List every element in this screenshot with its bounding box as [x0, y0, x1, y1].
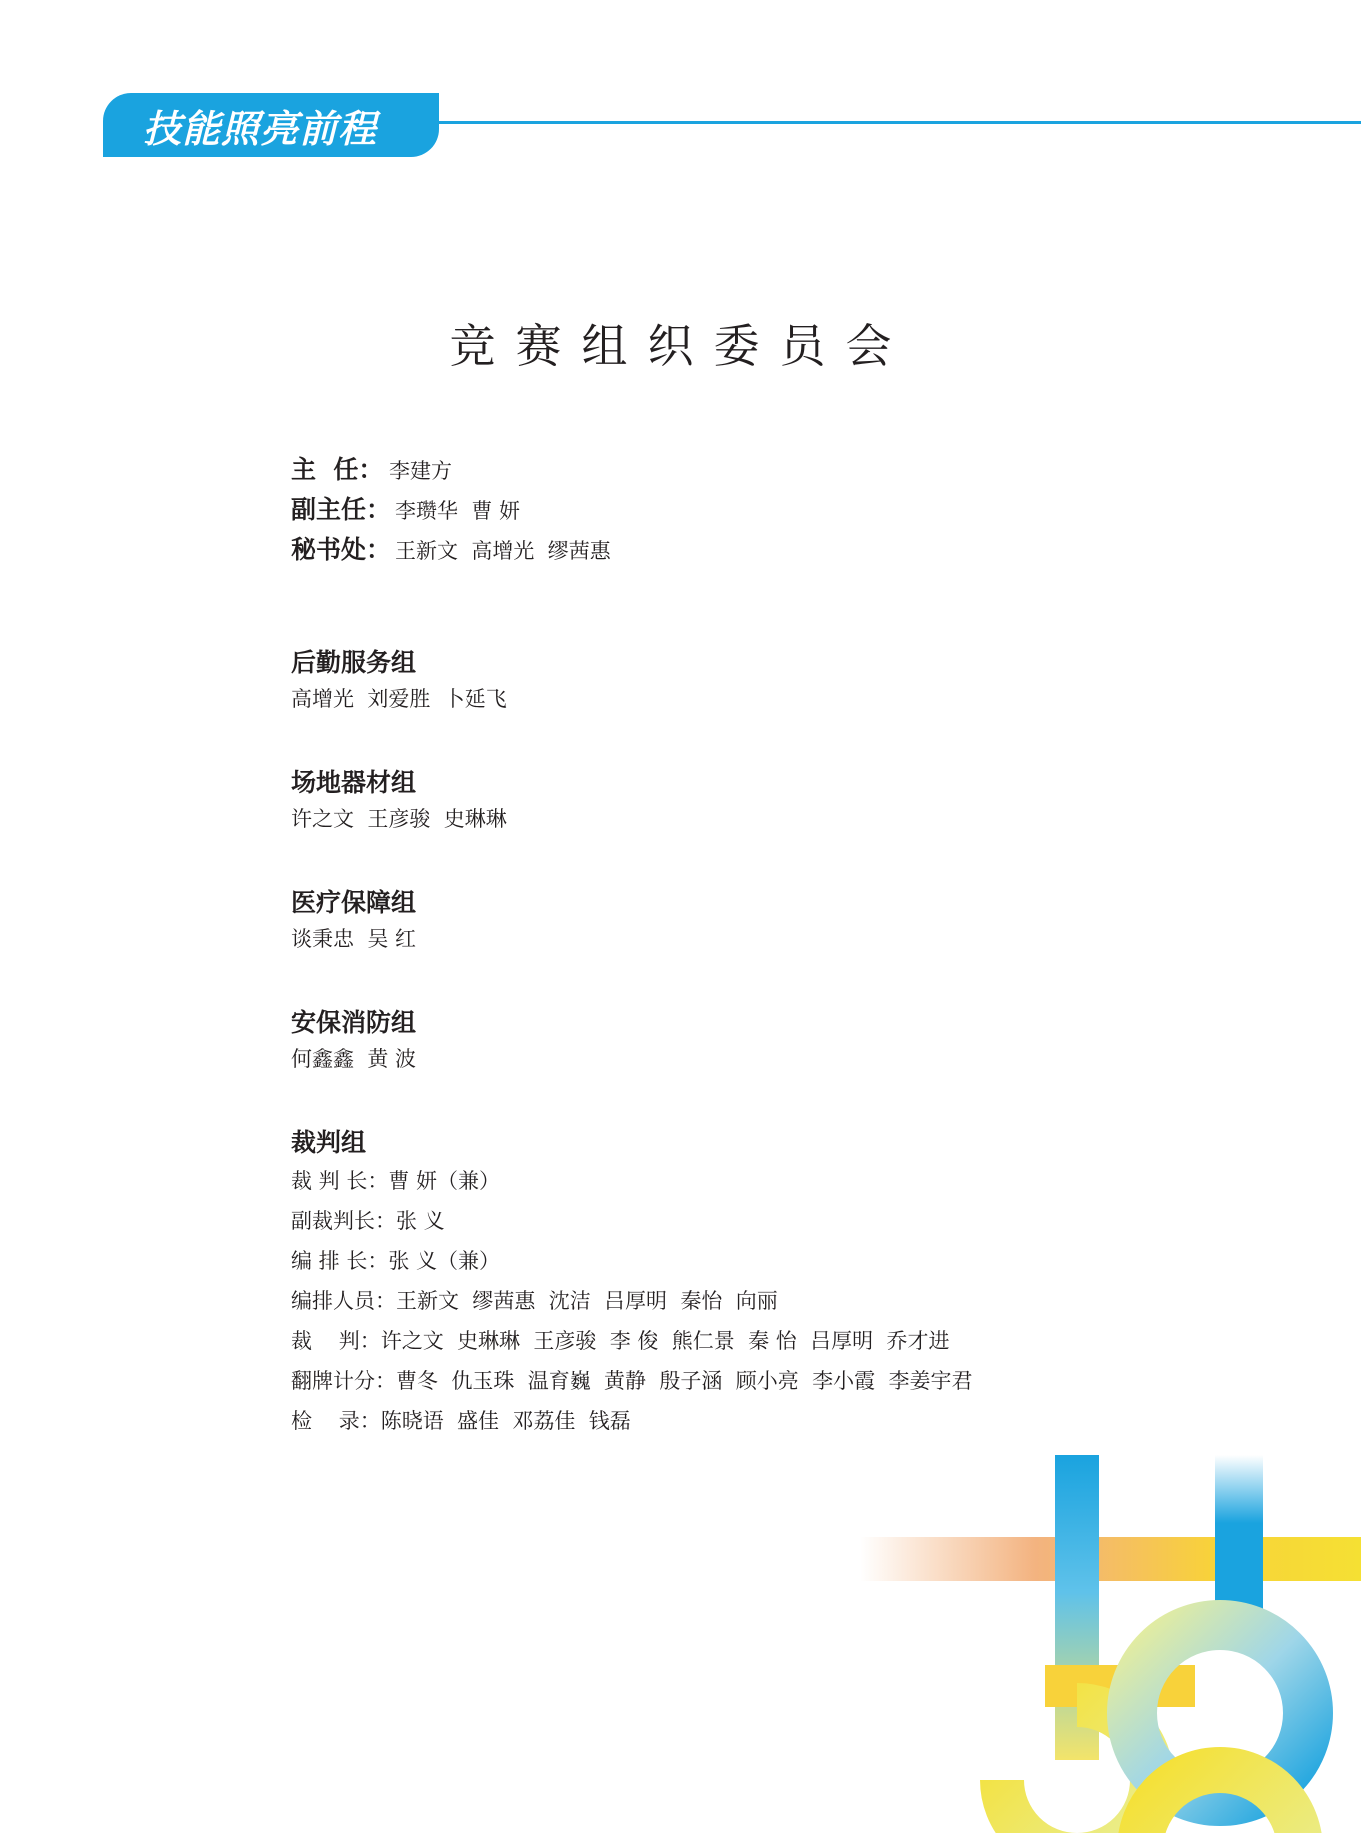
judge-row-scorers: 翻牌计分：曹冬 仇玉珠 温育巍 黄静 殷子涵 顾小亮 李小霞 李姜宇君: [291, 1369, 973, 1393]
leader-label: 副主任：: [291, 495, 392, 524]
leader-row-director: [291, 450, 611, 490]
group-title: 场地器材组: [291, 768, 417, 797]
leader-label: 秘书处：: [291, 535, 392, 564]
judge-row-deputy-chief: 副裁判长：张 义: [291, 1209, 445, 1233]
page-title: 竞赛组织委员会: [449, 319, 912, 373]
leader-value: 王新文 高增光 缪茜惠: [395, 539, 611, 563]
judge-rows: [291, 1161, 972, 1441]
leader-label: 主 任：: [291, 455, 384, 484]
group-logistics: [291, 645, 507, 717]
leader-row-secretariat: [291, 530, 611, 570]
group-members: 许之文 王彦骏 史琳琳: [291, 807, 507, 831]
judge-row-scheduling-staff: 编排人员：王新文 缪茜惠 沈洁 吕厚明 秦怡 向丽: [291, 1289, 778, 1313]
group-judges: [291, 1125, 972, 1441]
judge-row-judges: 裁 判：许之文 史琳琳 王彦骏 李 俊 熊仁景 秦 怡 吕厚明 乔才进: [291, 1329, 950, 1353]
group-title: 后勤服务组: [291, 648, 417, 677]
group-members: 何鑫鑫 黄 波: [291, 1047, 417, 1071]
group-title: 安保消防组: [291, 1008, 417, 1037]
group-venue-equipment: [291, 765, 507, 837]
group-members: 谈秉忠 吴 红: [291, 927, 417, 951]
group-members: 高增光 刘爱胜 卜延飞: [291, 687, 507, 711]
judge-row-check-in: 检 录：陈晓语 盛佳 邓荔佳 钱磊: [291, 1409, 631, 1433]
decorative-logo-graphic: [860, 1455, 1361, 1833]
leader-value: 李瓒华 曹 妍: [395, 499, 521, 523]
leader-row-deputy: [291, 490, 611, 530]
header-title: 技能照亮前程: [143, 105, 378, 151]
group-security: [291, 1005, 416, 1077]
header-rule: [430, 121, 1361, 124]
leadership-list: [291, 450, 611, 570]
group-title: 裁判组: [291, 1128, 367, 1157]
leader-value: 李建方: [389, 459, 452, 483]
header-tab: [103, 93, 439, 157]
judge-row-scheduling-chief: 编 排 长：张 义（兼）: [291, 1249, 501, 1273]
judge-row-chief: 裁 判 长：曹 妍（兼）: [291, 1169, 501, 1193]
group-title: 医疗保障组: [291, 888, 417, 917]
group-medical: [291, 885, 416, 957]
